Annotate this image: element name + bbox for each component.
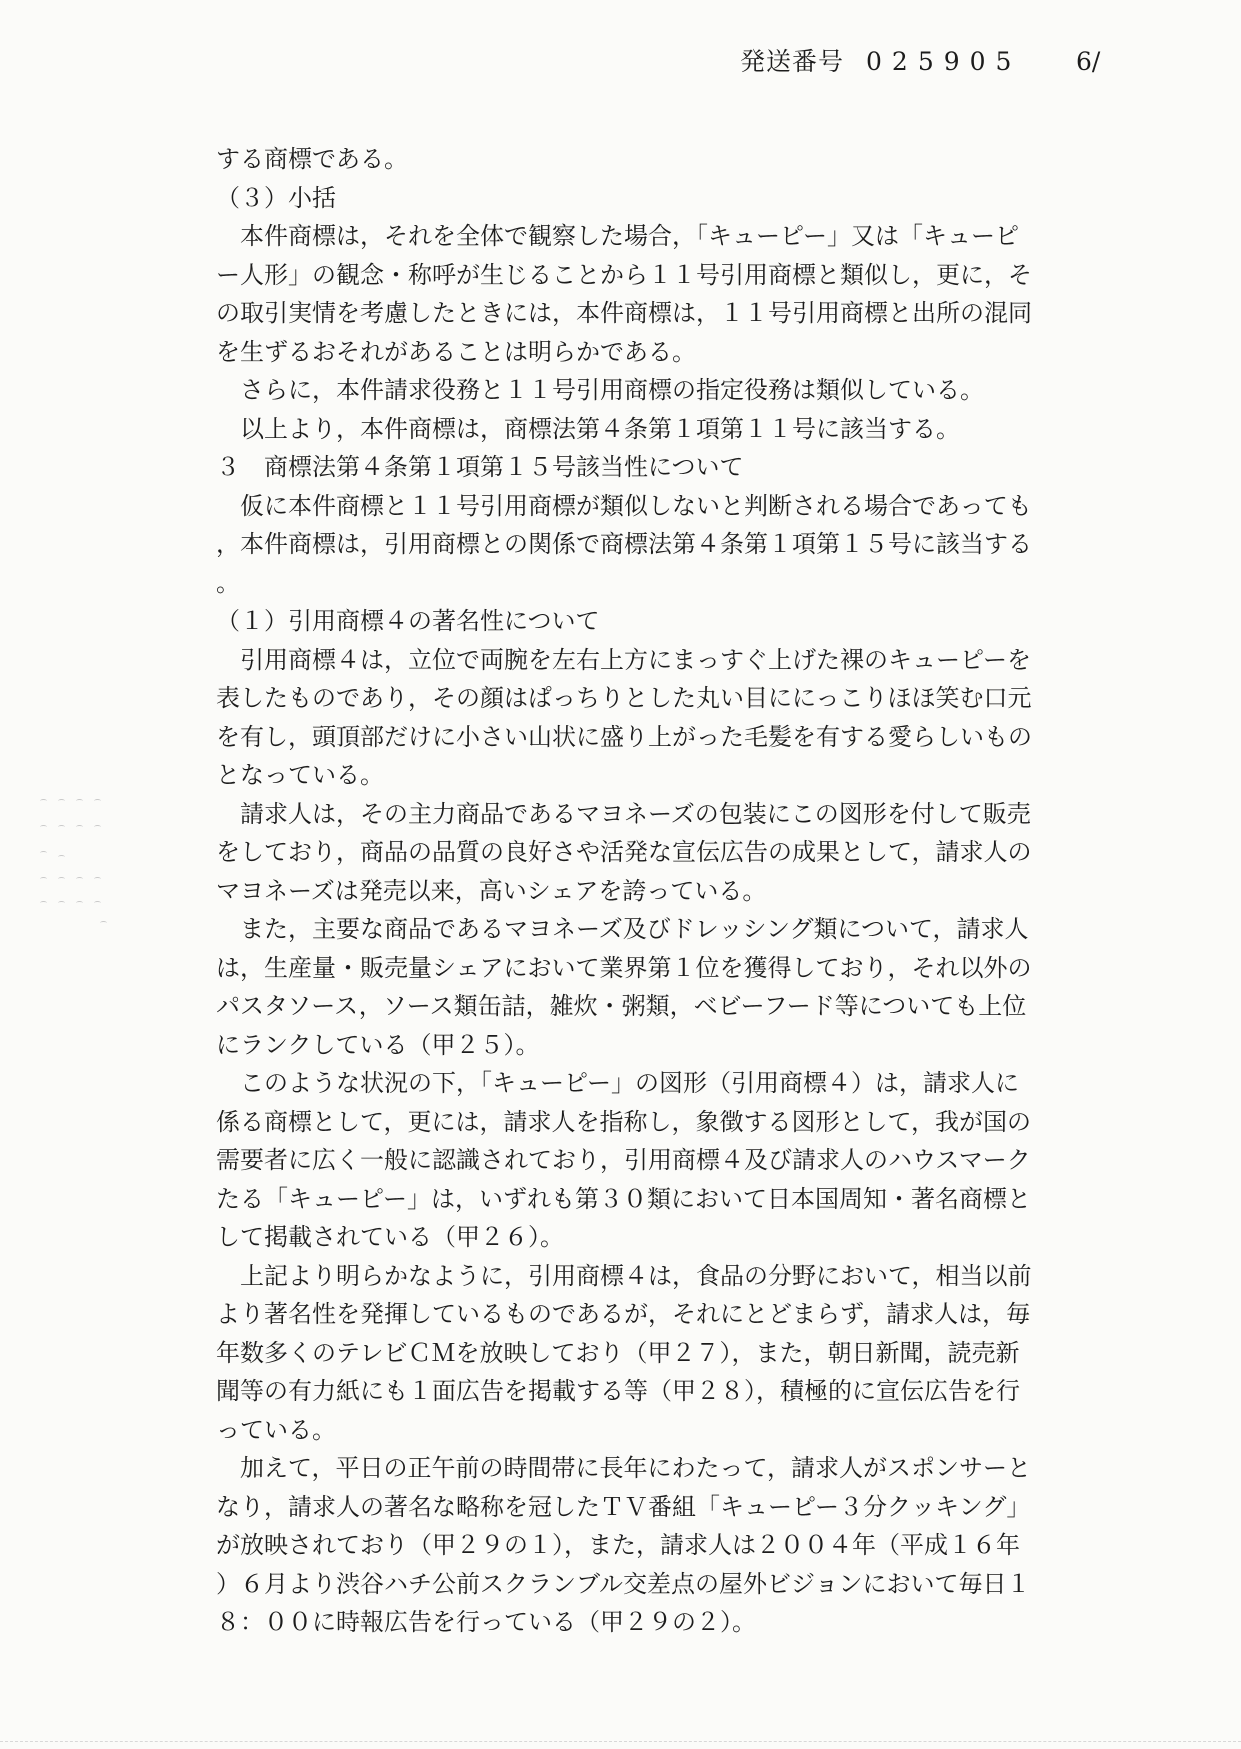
text-line: を生ずるおそれがあることは明らかである。 [216,337,696,366]
text-line: さらに，本件請求役務と１１号引用商標の指定役務は類似している。 [216,376,984,404]
text-line: （３）小括 [216,183,336,212]
text-line: ８：００に時報広告を行っている（甲２９の２）。 [216,1608,756,1636]
text-line: 聞等の有力紙にも１面広告を掲載する等（甲２８），積極的に宣伝広告を行 [216,1377,1020,1405]
text-line: より著名性を発揮しているものであるが，それにとどまらず，請求人は，毎 [216,1300,1031,1328]
dispatch-number-label: 発送番号 [740,47,845,76]
text-line: 本件商標は，それを全体で観察した場合，「キューピー」又は「キューピ [216,222,1020,250]
text-line: （１）引用商標４の著名性について [216,607,600,635]
text-line: 係る商標として，更には，請求人を指称し，象徴する図形として，我が国の [216,1107,1032,1136]
text-line: をしており，商品の品質の良好さや活発な宣伝広告の成果として，請求人の [216,838,1032,866]
text-line: また，主要な商品であるマヨネーズ及びドレッシング類について，請求人 [216,915,1029,943]
document-header [740,42,1160,82]
text-line: する商標である。 [216,145,408,173]
text-line: 。 [216,568,240,597]
text-line: にランクしている（甲２５）。 [216,1030,540,1059]
text-line: このような状況の下，「キューピー」の図形（引用商標４）は，請求人に [216,1069,1020,1097]
page-number: 6/ [1076,47,1101,76]
scan-speckle-marks [36,795,126,935]
text-line: が放映されており（甲２９の１），また，請求人は２００４年（平成１６年 [216,1531,1020,1559]
text-line: 年数多くのテレビＣＭを放映しており（甲２７），また，朝日新聞，読売新 [216,1338,1020,1367]
text-line: 表したものであり，その顔はぱっちりとした丸い目ににっこりほほ笑む口元 [216,684,1032,712]
text-line: っている。 [216,1415,336,1444]
text-line: たる「キューピー」は，いずれも第３０類において日本国周知・著名商標と [216,1184,1032,1213]
dispatch-number: 025905 [866,47,1022,76]
text-line: ，本件商標は，引用商標との関係で商標法第４条第１項第１５号に該当する [216,530,1032,558]
text-line: となっている。 [216,761,384,789]
text-line: なり，請求人の著名な略称を冠したＴＶ番組「キューピー３分クッキング」 [216,1492,1031,1521]
text-line: ー人形」の観念・称呼が生じることから１１号引用商標と類似し，更に，そ [216,260,1032,289]
text-line: 需要者に広く一般に認識されており，引用商標４及び請求人のハウスマーク [216,1146,1031,1174]
text-line: 仮に本件商標と１１号引用商標が類似しないと判断される場合であっても [216,491,1032,520]
text-line: パスタソース，ソース類缶詰，雑炊・粥類，ベビーフード等についても上位 [216,992,1027,1020]
text-line: ３ 商標法第４条第１項第１５号該当性について [216,453,744,481]
text-line: は，生産量・販売量シェアにおいて業界第１位を獲得しており，それ以外の [216,953,1032,982]
text-line: 請求人は，その主力商品であるマヨネーズの包装にこの図形を付して販売 [216,799,1031,828]
text-line: マヨネーズは発売以来，高いシェアを誇っている。 [216,876,767,905]
text-line: の取引実情を考慮したときには，本件商標は，１１号引用商標と出所の混同 [216,299,1032,327]
text-line: 以上より，本件商標は，商標法第４条第１項第１１号に該当する。 [216,414,960,443]
text-line: ）６月より渋谷ハチ公前スクランブル交差点の屋外ビジョンにおいて毎日１ [216,1569,1031,1598]
document-body [216,140,1068,1642]
text-line: して掲載されている（甲２６）。 [216,1223,564,1251]
text-line: を有し，頭頂部だけに小さい山状に盛り上がった毛髪を有する愛らしいもの [216,722,1032,751]
text-line: 引用商標４は，立位で両腕を左右上方にまっすぐ上げた裸のキューピーを [216,645,1032,674]
text-line: 上記より明らかなように，引用商標４は，食品の分野において，相当以前 [216,1261,1032,1290]
text-line: 加えて，平日の正午前の時間帯に長年にわたって，請求人がスポンサーと [216,1454,1032,1482]
scan-bottom-edge [0,1741,1241,1742]
